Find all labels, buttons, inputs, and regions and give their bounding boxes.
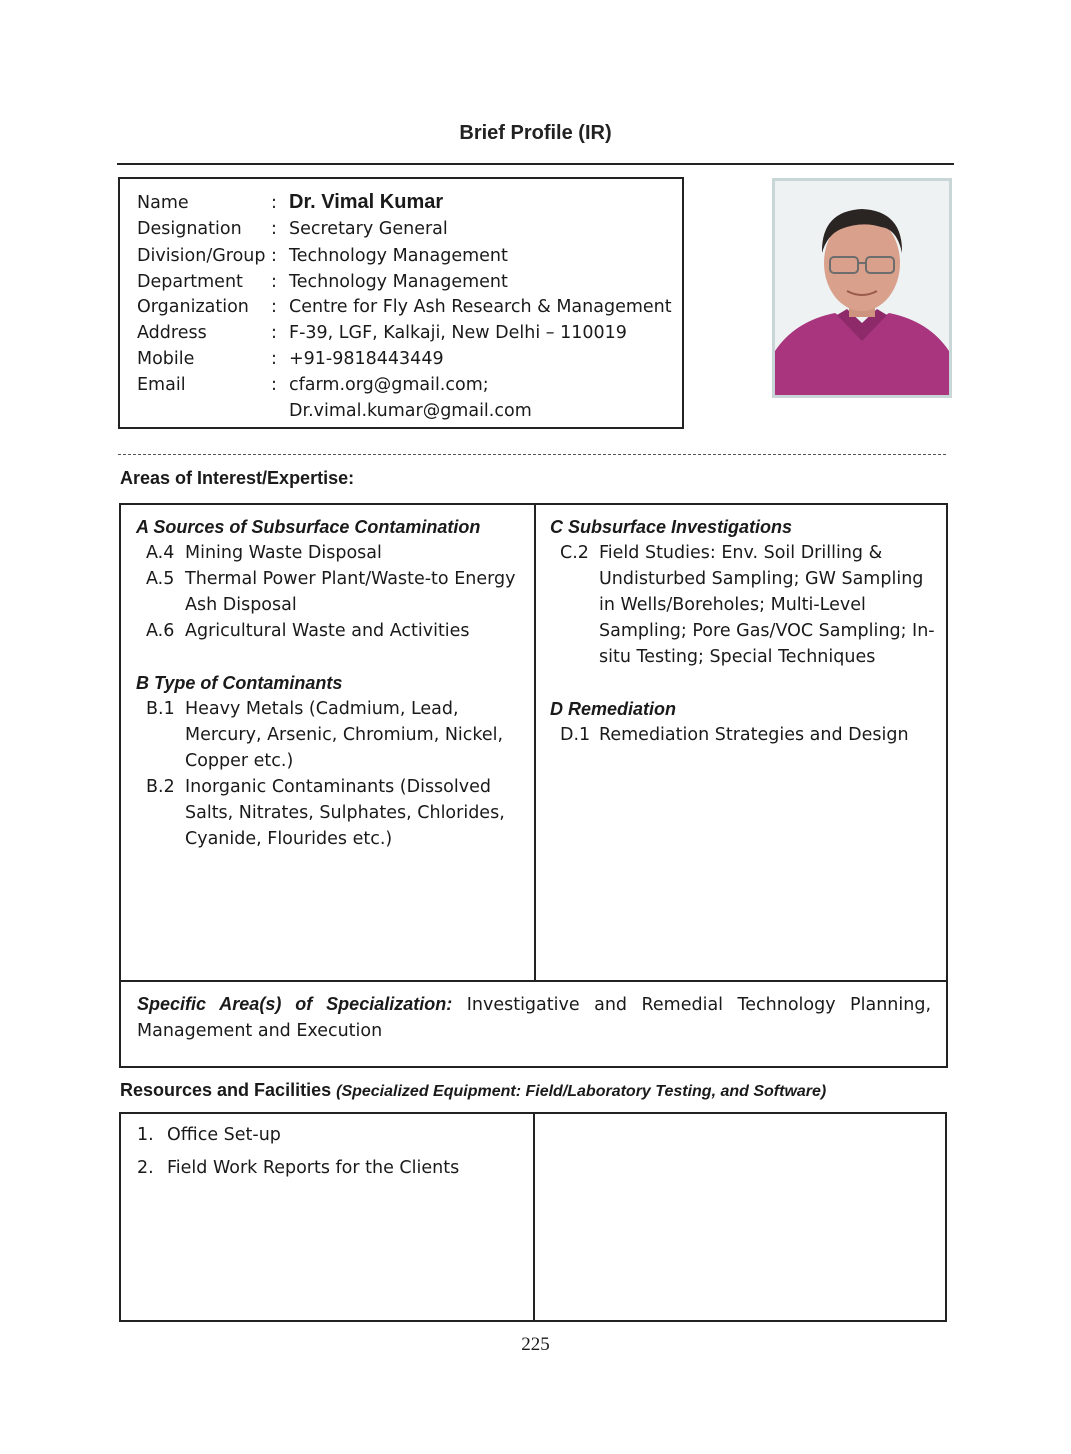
item-text: Inorganic Contaminants (Dissolved Salts, Nitrates, Sulphates, Chlorides, Cyanide, Flourides etc.)	[185, 777, 505, 849]
item-number: 1.	[137, 1125, 154, 1145]
column-divider	[533, 1114, 535, 1320]
page-number: 225	[521, 1334, 550, 1355]
profile-value: F-39, LGF, Kalkaji, New Delhi – 110019	[289, 323, 627, 343]
profile-value: Secretary General	[289, 219, 448, 239]
profile-row-address	[137, 320, 627, 346]
profile-separator: :	[271, 272, 277, 292]
list-item	[136, 618, 526, 644]
profile-value: cfarm.org@gmail.com;	[289, 375, 489, 395]
profile-label: Organization	[137, 297, 249, 317]
profile-row-email	[137, 372, 489, 398]
profile-value: +91-9818443449	[289, 349, 444, 369]
resources-table	[119, 1112, 947, 1322]
profile-row-designation	[137, 216, 448, 242]
item-text: Field Studies: Env. Soil Drilling & Undisturbed Sampling; GW Sampling in Wells/Boreholes; Multi-Level Sampling; Pore Gas/VOC Sampling; In-situ Testing; Special Techniques	[599, 543, 935, 667]
list-item	[550, 722, 935, 748]
profile-separator: :	[271, 349, 277, 369]
resources-heading-note: (Specialized Equipment: Field/Laboratory Testing, and Software)	[336, 1083, 827, 1100]
profile-label: Name	[137, 193, 189, 213]
group-heading-d: D Remediation	[550, 699, 677, 719]
areas-heading: Areas of Interest/Expertise:	[120, 468, 355, 488]
areas-right-column	[550, 514, 935, 748]
profile-separator: :	[271, 193, 277, 213]
item-number: D.1	[560, 725, 591, 745]
group-heading-a: A Sources of Subsurface Contamination	[136, 517, 481, 537]
profile-separator: :	[271, 219, 277, 239]
profile-value: Technology Management	[289, 272, 508, 292]
group-heading-c: C Subsurface Investigations	[550, 517, 793, 537]
item-number: A.4	[146, 543, 175, 563]
item-number: B.1	[146, 699, 175, 719]
list-item	[136, 774, 526, 852]
resources-heading-title: Resources and Facilities	[120, 1080, 332, 1100]
specialization-text: Investigative and Remedial Technology Planning, Management and Execution	[137, 995, 932, 1041]
profile-separator: :	[271, 246, 277, 266]
profile-row-mobile	[137, 346, 444, 372]
resources-list	[137, 1122, 459, 1188]
specialization-label: Specific Area(s) of Specialization:	[137, 994, 453, 1014]
list-item	[137, 1155, 459, 1188]
item-text: Thermal Power Plant/Waste-to Energy Ash Disposal	[185, 569, 516, 615]
item-text: Mining Waste Disposal	[185, 543, 382, 563]
list-item	[136, 696, 526, 774]
resources-heading	[120, 1080, 826, 1101]
profile-label: Email	[137, 375, 186, 395]
item-number: A.6	[146, 621, 175, 641]
group-heading-b: B Type of Contaminants	[136, 673, 343, 693]
profile-value: Dr.vimal.kumar@gmail.com	[289, 401, 532, 421]
item-number: B.2	[146, 777, 175, 797]
profile-row-email-second	[137, 398, 532, 424]
profile-photo	[772, 178, 952, 398]
page-title: Brief Profile (IR)	[459, 122, 612, 144]
title-rule	[117, 163, 954, 165]
item-text: Heavy Metals (Cadmium, Lead, Mercury, Arsenic, Chromium, Nickel, Copper etc.)	[185, 699, 504, 771]
profile-separator: :	[271, 375, 277, 395]
dashed-separator	[118, 454, 946, 455]
specialization-block	[137, 991, 931, 1044]
item-number: 2.	[137, 1158, 154, 1178]
profile-value: Technology Management	[289, 246, 508, 266]
profile-label: Department	[137, 272, 243, 292]
profile-name-value: Dr. Vimal Kumar	[289, 191, 444, 213]
profile-row-organization	[137, 294, 672, 320]
profile-row-name	[137, 189, 443, 216]
list-item	[136, 540, 526, 566]
areas-left-column	[136, 514, 526, 852]
profile-label: Address	[137, 323, 207, 343]
profile-label: Mobile	[137, 349, 195, 369]
profile-label: Division/Group	[137, 246, 266, 266]
list-item	[137, 1122, 459, 1155]
profile-info-box	[118, 177, 684, 429]
item-number: C.2	[560, 543, 589, 563]
item-text: Remediation Strategies and Design	[599, 725, 909, 745]
item-text: Field Work Reports for the Clients	[167, 1158, 460, 1178]
row-divider	[121, 980, 948, 982]
profile-value: Centre for Fly Ash Research & Management	[289, 297, 672, 317]
profile-row-department	[137, 269, 508, 295]
column-divider	[534, 505, 536, 982]
profile-label: Designation	[137, 219, 242, 239]
item-text: Agricultural Waste and Activities	[185, 621, 470, 641]
portrait-image	[775, 181, 949, 395]
item-text: Office Set-up	[167, 1125, 281, 1145]
areas-table	[119, 503, 948, 1068]
profile-row-division	[137, 243, 508, 269]
profile-separator: :	[271, 297, 277, 317]
list-item	[136, 566, 526, 618]
item-number: A.5	[146, 569, 175, 589]
profile-separator: :	[271, 323, 277, 343]
list-item	[550, 540, 935, 670]
